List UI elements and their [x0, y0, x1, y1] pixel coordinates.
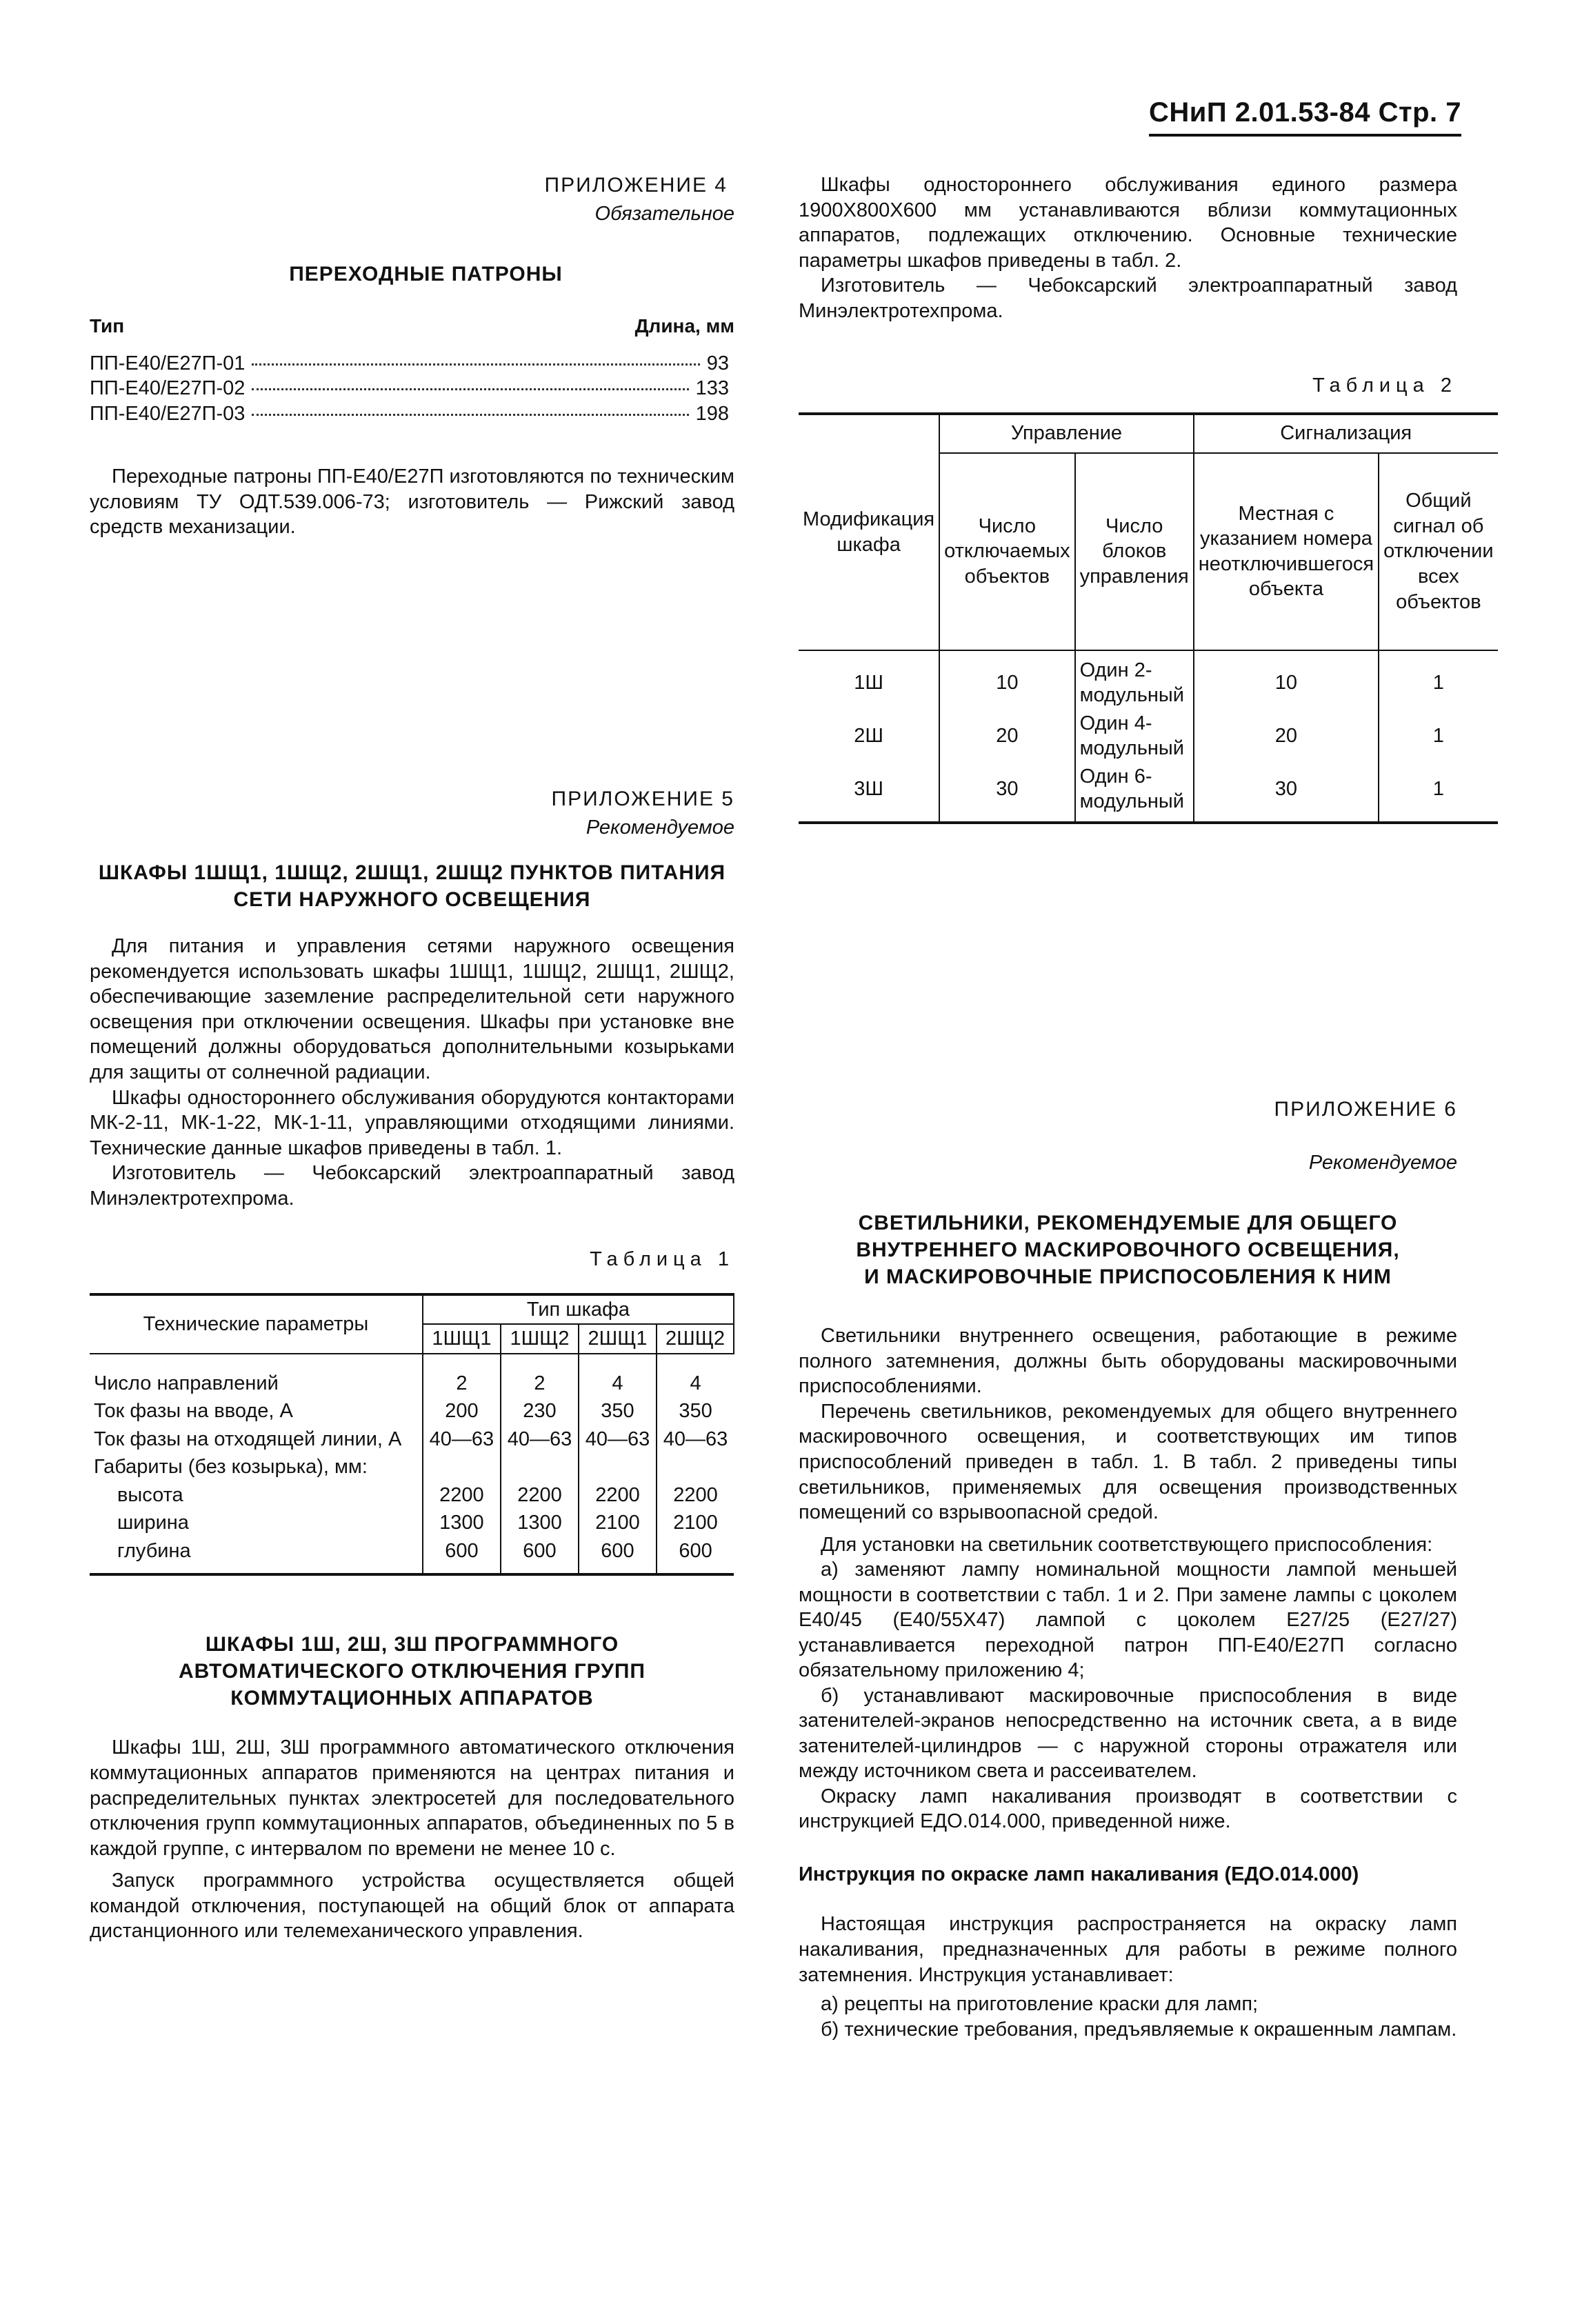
- appendix6-p2: Перечень светильников, рекомендуемых для общего внутреннего маскировочного освещения, и соответствующих им типов приспособлений приведен в табл. 1. В табл. 2 приведены типы светильников, применяемых для освещения производственных помещений со взрывоопасной средой.: [799, 1400, 1457, 1524]
- instruction-p2: а) рецепты на приготовление краски для ламп;: [821, 1993, 1259, 2016]
- table-cell: 4: [657, 1354, 734, 1398]
- table-cell: 20: [939, 710, 1074, 763]
- table-cell: 2100: [579, 1509, 657, 1537]
- appendix6-p4: а) заменяют лампу номинальной мощности лампой меньшей мощности в соответствии с табл. 1 и 2. При замене лампы с цоколем Е40/45 (Е40/55Х47) лампой с цоколем Е27/25 (Е27/27) устанавливается переходной патрон ПП-Е40/Е27П согласно обязательному приложению 4;: [799, 1559, 1457, 1682]
- page-header: СНиП 2.01.53-84 Стр. 7: [1149, 95, 1461, 137]
- table-cell: 10: [1194, 650, 1379, 710]
- table-cell: [501, 1453, 579, 1481]
- appendix4-note: Переходные патроны ПП-Е40/Е27П изготовляются по техническим условиям ТУ ОДТ.539.006-73; изготовитель — Рижский завод средств механизации.: [90, 465, 734, 539]
- left-column: [90, 172, 734, 540]
- table-cell: 2Ш: [799, 710, 939, 763]
- table-cell: 30: [939, 763, 1074, 823]
- table-cell: 350: [657, 1397, 734, 1425]
- table-cell: 600: [423, 1537, 501, 1575]
- appendix5-title-line2: СЕТИ НАРУЖНОГО ОСВЕЩЕНИЯ: [233, 888, 591, 912]
- table1-type: 1ШЩ2: [501, 1324, 579, 1354]
- appendix6-block: [799, 1096, 1457, 2042]
- table-cell: 600: [657, 1537, 734, 1575]
- table2-col-control: Управление: [939, 414, 1194, 453]
- table-row: [90, 1537, 734, 1575]
- table-cell: 2: [423, 1354, 501, 1398]
- table-row: [90, 1397, 734, 1425]
- dot-leader: [252, 363, 699, 365]
- table-cell: 20: [1194, 710, 1379, 763]
- appendix5-block: [90, 786, 734, 1944]
- table-row: [90, 1481, 734, 1510]
- table-cell: ширина: [117, 1512, 189, 1534]
- table-cell: 1: [1379, 710, 1497, 763]
- table-cell: 1: [1379, 763, 1497, 823]
- table-cell: Один 4-модульный: [1075, 710, 1194, 763]
- ptype-type: ПП-Е40/Е27П-02: [90, 377, 246, 400]
- table-cell: 40—63: [657, 1425, 734, 1454]
- table-cell: 4: [579, 1354, 657, 1398]
- ptype-header: [90, 314, 734, 338]
- ptype-length: 93: [706, 352, 729, 374]
- section2-title-line2: АВТОМАТИЧЕСКОГО ОТКЛЮЧЕНИЯ ГРУПП: [178, 1660, 646, 1683]
- table1-col-group: Тип шкафа: [423, 1294, 734, 1325]
- table-cell: 2: [501, 1354, 579, 1398]
- table-row: [90, 1453, 734, 1481]
- table1-type: 2ШЩ1: [579, 1324, 657, 1354]
- table1-type: 1ШЩ1: [423, 1324, 501, 1354]
- table-cell: Ток фазы на вводе, А: [94, 1400, 293, 1423]
- table-cell: 40—63: [579, 1425, 657, 1454]
- table2-col-signal: Сигнализация: [1194, 414, 1498, 453]
- instruction-title: Инструкция по окраске ламп накаливания (ЕДО.014.000): [799, 1863, 1359, 1885]
- appendix6-p1: Светильники внутреннего освещения, работающие в режиме полного затемнения, должны быть оборудованы маскировочными приспособлениями.: [799, 1325, 1457, 1398]
- table-row: [799, 763, 1498, 823]
- table-cell: 10: [939, 650, 1074, 710]
- dot-leader: [252, 414, 688, 416]
- section2-title-line1: ШКАФЫ 1Ш, 2Ш, 3Ш ПРОГРАММНОГО: [205, 1633, 619, 1656]
- table-cell: 1300: [423, 1509, 501, 1537]
- table-cell: [579, 1453, 657, 1481]
- appendix6-p5: б) устанавливают маскировочные приспособления в виде затенителей-экранов непосредственно на источник света, а в виде затенителей-цилиндров — с наружной стороны отражателя или между источником света и рассеивателем.: [799, 1684, 1457, 1783]
- table-cell: 1300: [501, 1509, 579, 1537]
- table2: [799, 412, 1498, 824]
- table-cell: [657, 1453, 734, 1481]
- table-cell: глубина: [117, 1539, 191, 1562]
- table-cell: 2100: [657, 1509, 734, 1537]
- table-cell: 2200: [579, 1481, 657, 1510]
- table2-col-mod: Модификация шкафа: [799, 414, 939, 650]
- appendix5-p1: Для питания и управления сетями наружного освещения рекомендуется использовать шкафы 1ШЩ1, 1ШЩ2, 2ШЩ1, 2ШЩ2, обеспечивающие заземление распределительной сети наружного освещения при отключении освещения. Шкафы при установке вне помещений должны оборудоваться дополнительными козырьками для защиты от солнечной радиации.: [90, 935, 734, 1083]
- list-item: [90, 351, 729, 377]
- instruction-p3: б) технические требования, предъявляемые к окрашенным лампам.: [821, 2018, 1457, 2041]
- table1-title: Таблица 1: [590, 1248, 734, 1271]
- list-item: [90, 376, 729, 401]
- table-cell: 1: [1379, 650, 1497, 710]
- table-cell: Один 2-модульный: [1075, 650, 1194, 710]
- table2-col-blocks: Число блоков управления: [1075, 453, 1194, 650]
- col-type: Тип: [90, 315, 125, 337]
- ptype-list: [90, 351, 734, 427]
- appendix4-status: Обязательное: [594, 202, 734, 225]
- section2-p2: Запуск программного устройства осуществляется общей командой отключения, поступающей на общий блок от аппарата дистанционного или телемеханического управления.: [90, 1870, 734, 1943]
- table1-col-params: Технические параметры: [90, 1294, 423, 1354]
- table-cell: 2200: [657, 1481, 734, 1510]
- table-cell: Габариты (без козырька), мм:: [94, 1456, 368, 1479]
- table-cell: 40—63: [423, 1425, 501, 1454]
- appendix6-title-line3: И МАСКИРОВОЧНЫЕ ПРИСПОСОБЛЕНИЯ К НИМ: [864, 1265, 1392, 1289]
- table2-col-count: Число отключаемых объектов: [939, 453, 1074, 650]
- table-row: [90, 1425, 734, 1454]
- appendix5-p2: Шкафы одностороннего обслуживания оборудуются контакторами МК-2-11, МК-1-22, МК-1-11, управляющими отходящими линиями. Технические данные шкафов приведены в табл. 1.: [90, 1086, 734, 1159]
- table-cell: Один 6-модульный: [1075, 763, 1194, 823]
- appendix5-p3: Изготовитель — Чебоксарский электроаппаратный завод Минэлектротехпрома.: [90, 1162, 734, 1210]
- col-length: Длина, мм: [634, 315, 734, 337]
- table1-type: 2ШЩ2: [657, 1324, 734, 1354]
- dot-leader: [252, 388, 688, 390]
- appendix6-p3: Для установки на светильник соответствующего приспособления:: [821, 1533, 1433, 1556]
- appendix6-p6: Окраску ламп накаливания производят в соответствии с инструкцией ЕДО.014.000, приведенной ниже.: [799, 1785, 1457, 1833]
- table-cell: 600: [501, 1537, 579, 1575]
- table-cell: 30: [1194, 763, 1379, 823]
- table-row: [90, 1509, 734, 1537]
- appendix6-title: [799, 1210, 1457, 1290]
- table-cell: 200: [423, 1397, 501, 1425]
- table-cell: 1Ш: [799, 650, 939, 710]
- table-row: [799, 650, 1498, 710]
- right-column: [799, 172, 1494, 824]
- table-cell: 40—63: [501, 1425, 579, 1454]
- table-cell: высота: [117, 1483, 183, 1506]
- appendix6-label: ПРИЛОЖЕНИЕ 6: [1274, 1098, 1457, 1121]
- instruction-p1: Настоящая инструкция распространяется на окраску ламп накаливания, предназначенных для работы в режиме полного затемнения. Инструкция устанавливает:: [799, 1913, 1457, 1986]
- appendix5-status: Рекомендуемое: [586, 816, 734, 839]
- appendix5-title-line1: ШКАФЫ 1ШЩ1, 1ШЩ2, 2ШЩ1, 2ШЩ2 ПУНКТОВ ПИТАНИЯ: [98, 861, 726, 885]
- table-cell: 2200: [423, 1481, 501, 1510]
- table-cell: 350: [579, 1397, 657, 1425]
- table2-col-common: Общий сигнал об отключении всех объектов: [1379, 453, 1497, 650]
- table-cell: 2200: [501, 1481, 579, 1510]
- section2-title: [90, 1631, 734, 1712]
- table-cell: Ток фазы на отходящей линии, А: [94, 1428, 402, 1450]
- list-item: [90, 401, 729, 427]
- ptype-length: 198: [695, 402, 729, 425]
- section2-p1: Шкафы 1Ш, 2Ш, 3Ш программного автоматического отключения коммутационных аппаратов применяются на центрах питания и распределительных пунктах электросетей для последовательного отключения групп коммутационных аппаратов, объединенных по 5 в каждой группе, с интервалом по времени не менее 10 с.: [90, 1736, 734, 1860]
- appendix5-title: [90, 859, 734, 913]
- appendix4-title: ПЕРЕХОДНЫЕ ПАТРОНЫ: [289, 263, 563, 286]
- table-cell: Число направлений: [94, 1372, 279, 1394]
- table-row: [90, 1354, 734, 1398]
- appendix5-label: ПРИЛОЖЕНИЕ 5: [551, 788, 734, 810]
- table1: [90, 1293, 734, 1576]
- appendix6-status: Рекомендуемое: [1308, 1151, 1457, 1174]
- right-p2: Изготовитель — Чебоксарский электроаппаратный завод Минэлектротехпрома.: [799, 274, 1457, 322]
- table-cell: [423, 1453, 501, 1481]
- ptype-type: ПП-Е40/Е27П-01: [90, 352, 246, 374]
- appendix6-title-line1: СВЕТИЛЬНИКИ, РЕКОМЕНДУЕМЫЕ ДЛЯ ОБЩЕГО: [858, 1212, 1398, 1235]
- table-row: [799, 710, 1498, 763]
- appendix6-title-line2: ВНУТРЕННЕГО МАСКИРОВОЧНОГО ОСВЕЩЕНИЯ,: [856, 1239, 1400, 1262]
- ptype-length: 133: [695, 377, 729, 400]
- appendix4-label: ПРИЛОЖЕНИЕ 4: [544, 174, 728, 197]
- section2-title-line3: КОММУТАЦИОННЫХ АППАРАТОВ: [230, 1687, 594, 1710]
- table-cell: 600: [579, 1537, 657, 1575]
- ptype-type: ПП-Е40/Е27П-03: [90, 402, 246, 425]
- right-p1: Шкафы одностороннего обслуживания единого размера 1900Х800Х600 мм устанавливаются вблизи коммутационных аппаратов, подлежащих отключению. Основные технические параметры шкафов приведены в табл. 2.: [799, 174, 1457, 272]
- table2-col-local: Местная с указанием номера неотключившегося объекта: [1194, 453, 1379, 650]
- table-cell: 3Ш: [799, 763, 939, 823]
- table2-title: Таблица 2: [1312, 374, 1457, 397]
- table-cell: 230: [501, 1397, 579, 1425]
